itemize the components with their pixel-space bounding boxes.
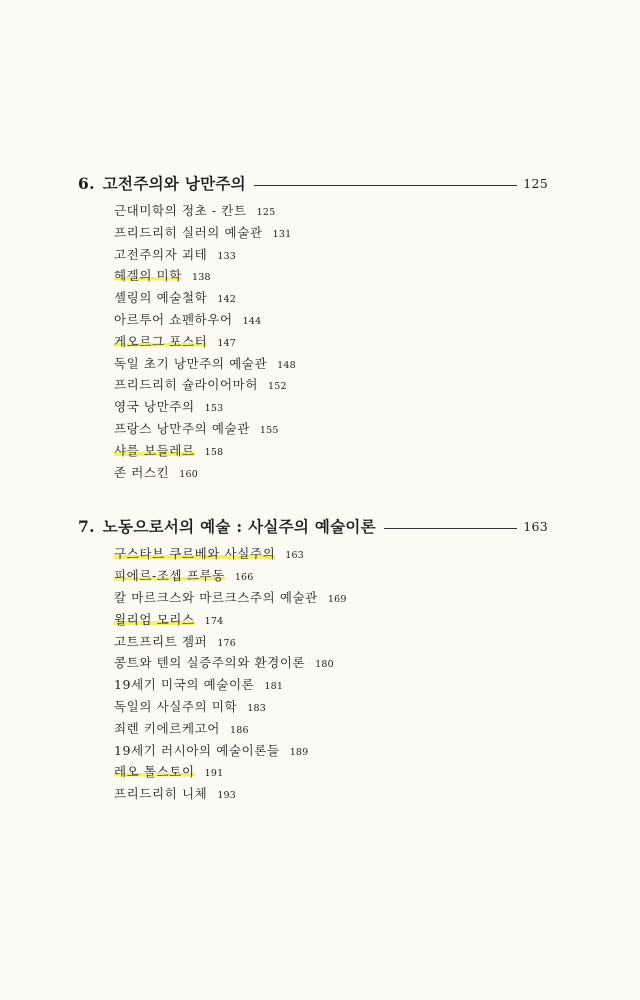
chapter-number: 6. xyxy=(78,173,95,193)
entry-title: 죄렌 키에르케고어 xyxy=(114,720,220,736)
toc-entry xyxy=(114,309,548,331)
entry-title: 레오 톨스토이 xyxy=(114,764,195,780)
entry-page-number: 169 xyxy=(327,593,347,605)
entry-page-number: 160 xyxy=(179,468,199,480)
toc-entry xyxy=(114,740,548,762)
toc-entry xyxy=(114,543,548,565)
entry-title: 아르투어 쇼펜하우어 xyxy=(114,311,233,327)
toc-entry xyxy=(114,783,548,805)
entry-page-number: 153 xyxy=(204,403,224,415)
toc-entry xyxy=(114,222,548,244)
entry-page-number: 189 xyxy=(289,746,309,758)
table-of-contents xyxy=(78,170,548,835)
entry-title: 윌리엄 모리스 xyxy=(114,611,195,627)
toc-entry xyxy=(114,462,548,484)
toc-entry xyxy=(114,440,548,462)
entry-page-number: 174 xyxy=(204,615,224,627)
toc-entry xyxy=(114,674,548,696)
entry-title: 프리드리히 슐라이어마허 xyxy=(114,377,258,393)
entry-page-number: 163 xyxy=(285,550,304,562)
entry-page-number: 133 xyxy=(217,250,237,262)
toc-entry xyxy=(114,696,548,718)
chapter-title: 고전주의와 낭만주의 xyxy=(102,174,246,193)
entry-page-number: 131 xyxy=(272,228,292,240)
entry-title: 셸링의 예술철학 xyxy=(114,290,208,306)
entry-title: 고트프리트 젬퍼 xyxy=(114,633,208,649)
entry-title: 헤겔의 미학 xyxy=(114,268,182,284)
leader-line xyxy=(254,185,517,186)
toc-entry xyxy=(114,200,548,222)
entry-page-number: 147 xyxy=(217,337,237,349)
chapter-heading xyxy=(78,513,548,539)
toc-entry xyxy=(114,374,548,396)
entry-page-number: 148 xyxy=(277,359,296,371)
toc-entry xyxy=(114,396,548,418)
chapter-page-number: 125 xyxy=(523,175,548,191)
entry-list xyxy=(114,543,548,805)
entry-title: 칼 마르크스와 마르크스주의 예술관 xyxy=(114,589,318,605)
toc-entry xyxy=(114,244,548,266)
entry-page-number: 166 xyxy=(234,572,254,584)
toc-entry xyxy=(114,631,548,653)
entry-title: 피에르-조셉 프루동 xyxy=(114,568,225,584)
entry-title: 독일의 사실주의 미학 xyxy=(114,698,238,714)
entry-title: 콩트와 텐의 실증주의와 환경이론 xyxy=(114,655,306,671)
toc-entry xyxy=(114,565,548,587)
entry-page-number: 191 xyxy=(204,768,224,780)
entry-page-number: 180 xyxy=(315,659,334,671)
entry-title: 고전주의자 괴테 xyxy=(114,246,208,262)
toc-entry xyxy=(114,331,548,353)
entry-title: 독일 초기 낭만주의 예술관 xyxy=(114,355,268,371)
toc-entry xyxy=(114,609,548,631)
toc-entry xyxy=(114,265,548,287)
entry-page-number: 158 xyxy=(204,446,224,458)
entry-list xyxy=(114,200,548,483)
entry-title: 영국 낭만주의 xyxy=(114,399,195,415)
toc-entry xyxy=(114,652,548,674)
entry-page-number: 152 xyxy=(268,381,287,393)
toc-entry xyxy=(114,353,548,375)
entry-title: 게오르그 포스터 xyxy=(114,333,208,349)
entry-page-number: 181 xyxy=(264,681,284,693)
toc-entry xyxy=(114,418,548,440)
entry-page-number: 183 xyxy=(247,702,266,714)
chapter-6 xyxy=(78,170,548,483)
toc-entry xyxy=(114,287,548,309)
chapter-7 xyxy=(78,513,548,805)
entry-page-number: 186 xyxy=(229,724,249,736)
entry-page-number: 138 xyxy=(191,272,211,284)
toc-entry xyxy=(114,718,548,740)
toc-entry xyxy=(114,587,548,609)
chapter-heading xyxy=(78,170,548,196)
entry-title: 프랑스 낭만주의 예술관 xyxy=(114,420,250,436)
entry-page-number: 176 xyxy=(217,637,237,649)
entry-page-number: 125 xyxy=(256,207,276,218)
entry-page-number: 155 xyxy=(259,424,279,436)
entry-title: 프리드리히 니체 xyxy=(114,786,208,802)
entry-title: 샤를 보들레르 xyxy=(114,442,195,458)
entry-page-number: 142 xyxy=(217,294,237,306)
entry-title: 프리드리히 실러의 예술관 xyxy=(114,224,263,240)
chapter-number: 7. xyxy=(78,516,95,536)
leader-line xyxy=(384,528,517,529)
entry-page-number: 144 xyxy=(242,315,262,327)
entry-title: 근대미학의 정초 - 칸트 xyxy=(114,203,247,218)
entry-title: 구스타브 쿠르베와 사실주의 xyxy=(114,546,276,562)
chapter-page-number: 163 xyxy=(523,518,548,534)
entry-page-number: 193 xyxy=(217,790,237,802)
entry-title: 19세기 미국의 예술이론 xyxy=(114,677,255,693)
entry-title: 19세기 러시아의 예술이론들 xyxy=(114,742,280,758)
entry-title: 존 러스킨 xyxy=(114,464,170,480)
chapter-title: 노동으로서의 예술 : 사실주의 예술이론 xyxy=(102,517,376,537)
toc-entry xyxy=(114,761,548,783)
